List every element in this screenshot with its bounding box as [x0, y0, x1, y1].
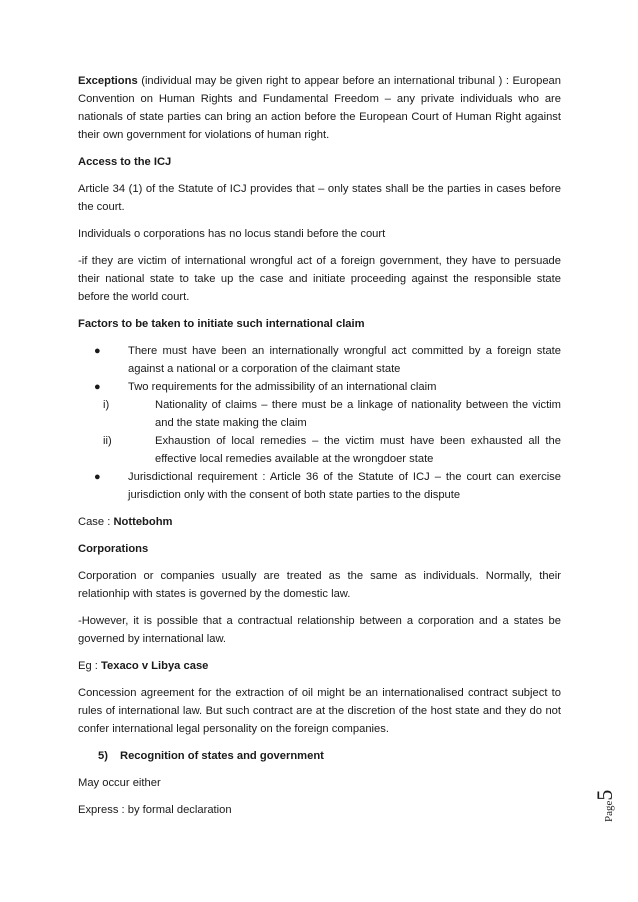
heading-access-icj: Access to the ICJ [78, 156, 172, 168]
sublist-text: Nationality of claims – there must be a linkage of nationality between the victim and the state making the claim [155, 399, 561, 429]
paragraph-concession: Concession agreement for the extraction of oil might be an internationalised contract subject to rules of international law. But such contract are at the discretion of the host state and they do not confer international legal personality on the foreign companies. [78, 687, 561, 735]
heading-corporations: Corporations [78, 543, 149, 555]
sublist-text: Exhaustion of local remedies – the victim must have been exhausted all the effective local remedies available at the wrongdoer state [155, 435, 561, 465]
page-number-value: 5 [592, 789, 617, 801]
section-number: 5) [98, 750, 108, 762]
case-name: Nottebohm [113, 516, 173, 528]
section-title: Recognition of states and government [120, 750, 324, 762]
sublist-number: ii) [103, 435, 112, 447]
example-case-name: Texaco v Libya case [101, 660, 209, 672]
paragraph-may-occur: May occur either [78, 777, 161, 789]
sublist-item [78, 396, 561, 432]
paragraph-example [78, 657, 561, 675]
exceptions-text: (individual may be given right to appear before an international tribunal ) : European Convention on Human Rights and Fundamental Freedom – any private individuals who are nationals of state parties can bring an action before the European Court of Human Right against their own government for violations of human right. [78, 75, 561, 141]
paragraph-corporations: Corporation or companies usually are treated as the same as individuals. Normally, their relationhip with states is governed by the domestic law. [78, 570, 561, 600]
list-item-text: There must have been an internationally wrongful act committed by a foreign state against a national or a corporation of the claimant state [128, 345, 561, 375]
paragraph-article-34: Article 34 (1) of the Statute of ICJ provides that – only states shall be the parties in cases before the court. [78, 183, 561, 213]
sublist-item [78, 432, 561, 468]
paragraph-express: Express : by formal declaration [78, 804, 232, 816]
list-item [78, 342, 561, 378]
page-word: Page [603, 800, 615, 822]
example-label: Eg : [78, 660, 102, 672]
bullet-icon: ● [94, 345, 101, 357]
exceptions-label: Exceptions [78, 75, 138, 87]
bullet-icon: ● [94, 471, 101, 483]
list-item-text: Jurisdictional requirement : Article 36 of the Statute of ICJ – the court can exercise jurisdiction only with the consent of both state parties to the dispute [128, 471, 561, 501]
list-item-text: Two requirements for the admissibility of an international claim [128, 381, 437, 393]
paragraph-locus-standi: Individuals o corporations has no locus standi before the court [78, 228, 386, 240]
bullet-icon: ● [94, 381, 101, 393]
heading-factors: Factors to be taken to initiate such international claim [78, 318, 365, 330]
section-heading-recognition [78, 747, 561, 765]
paragraph-however: -However, it is possible that a contractual relationship between a corporation and a states be governed by international law. [78, 615, 561, 645]
page-number [590, 778, 616, 822]
sublist-number: i) [103, 399, 110, 411]
factors-list [78, 342, 561, 504]
document-body [78, 72, 561, 828]
paragraph-case [78, 513, 561, 531]
list-item [78, 468, 561, 504]
case-label: Case : [78, 516, 114, 528]
paragraph-victim: -if they are victim of international wrongful act of a foreign government, they have to persuade their national state to take up the case and initiate proceeding against the responsible state before the world court. [78, 255, 561, 303]
paragraph-exceptions [78, 72, 561, 144]
list-item [78, 378, 561, 468]
